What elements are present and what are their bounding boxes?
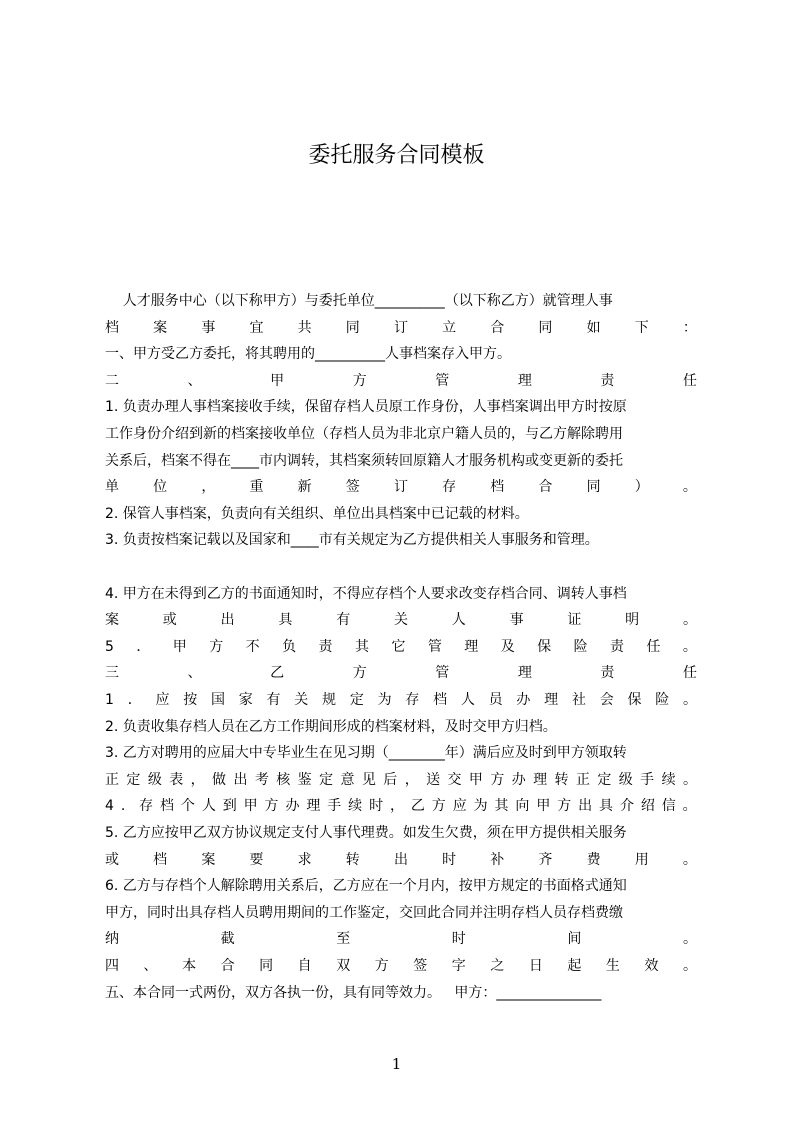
- line-char: 、: [187, 665, 202, 682]
- line-char: 办: [516, 692, 531, 708]
- line-char: 。: [682, 638, 697, 655]
- line-char: 出: [578, 798, 593, 815]
- line-char: 用: [634, 851, 649, 868]
- line-char: 时: [369, 798, 384, 815]
- body-line: [105, 634, 697, 660]
- line-char: 同: [586, 479, 601, 496]
- line-char: 三: [105, 665, 119, 682]
- line-char: 案: [153, 319, 168, 336]
- line-char: 、: [187, 372, 202, 389]
- line-char: 甲: [536, 798, 551, 815]
- line-char: 档: [153, 851, 168, 868]
- line-char: 保: [627, 692, 642, 708]
- line-char: 明: [625, 612, 640, 629]
- line-char: 送: [426, 771, 441, 788]
- line-char: 共: [297, 319, 312, 336]
- line-char: 转: [554, 771, 569, 788]
- line-char: 为: [473, 798, 488, 815]
- line-char: 管: [435, 665, 450, 682]
- line-char: ．: [127, 692, 142, 708]
- line-char: 理: [533, 771, 548, 788]
- line-char: 日: [528, 958, 543, 974]
- line-char: 国: [210, 692, 225, 708]
- body-line: [105, 687, 697, 713]
- body-line: [105, 660, 697, 686]
- line-char: 方: [352, 665, 367, 682]
- line-char: 鉴: [297, 771, 312, 788]
- line-char: 至: [336, 931, 351, 948]
- line-char: 具: [599, 798, 614, 815]
- line-char: 办: [285, 798, 300, 815]
- line-char: 家: [238, 692, 253, 708]
- line-char: ，: [201, 479, 216, 496]
- line-char: 。: [682, 479, 697, 496]
- line-char: 关: [294, 692, 309, 708]
- body-line: [105, 953, 697, 979]
- body-line: 4. 甲方在未得到乙方的书面通知时，不得应存档个人要求改变存档合同、调转人事档: [105, 585, 627, 602]
- line-char: 险: [573, 638, 588, 655]
- line-char: 险: [655, 692, 670, 708]
- line-char: 立: [442, 319, 457, 336]
- line-char: 存: [139, 798, 154, 815]
- line-char: 档: [433, 692, 448, 708]
- line-char: 办: [511, 771, 526, 788]
- line-char: 责: [318, 638, 333, 655]
- line-char: 重: [249, 479, 264, 496]
- body-line: [105, 474, 697, 500]
- body-line: 2. 保管人事档案，负责向有关组织、单位出具档案中已记载的材料。: [105, 505, 529, 522]
- line-char: 出: [233, 771, 248, 788]
- document-title: 委托服务合同模板: [308, 143, 485, 168]
- line-char: 档: [105, 319, 119, 336]
- body-line: 1. 负责办理人事档案接收手续，保留存档人员原工作身份，人事档案调出甲方时按原: [105, 399, 627, 416]
- line-char: 方: [374, 958, 389, 974]
- line-char: 双: [336, 958, 351, 974]
- line-char: 向: [515, 798, 530, 815]
- line-char: 档: [160, 798, 174, 815]
- body-line: 工作身份介绍到新的档案接收单位（存档人员为非北京户籍人员的，与乙方解除聘用: [105, 426, 623, 442]
- line-char: 甲: [243, 798, 258, 815]
- body-line: 2. 负责收集存档人员在乙方工作期间形成的档案材料，及时交甲方归档。: [105, 718, 557, 735]
- line-char: 同: [259, 958, 274, 974]
- line-char: 管: [435, 372, 450, 389]
- line-char: 事: [509, 612, 524, 629]
- line-char: 存: [405, 692, 420, 708]
- line-char: 人: [201, 798, 216, 815]
- line-char: 齐: [538, 851, 553, 868]
- line-char: 二: [105, 372, 119, 389]
- body-line: 人才服务中心（以下称甲方）与委托单位__________（以下称乙方）就管理人事: [105, 293, 613, 309]
- line-char: 有: [336, 612, 351, 629]
- body-line: [105, 847, 697, 873]
- line-char: 理: [306, 798, 321, 815]
- line-char: 人: [460, 692, 475, 708]
- line-char: 理: [517, 372, 532, 389]
- line-char: ，: [190, 771, 205, 788]
- line-char: 事: [201, 319, 216, 336]
- body-line: [105, 926, 697, 952]
- line-char: 定: [349, 692, 364, 708]
- line-char: 生: [605, 958, 620, 974]
- line-char: 手: [640, 771, 655, 788]
- line-char: 。: [682, 958, 697, 974]
- line-char: 信: [661, 798, 676, 815]
- line-char: 1: [105, 692, 114, 708]
- line-char: 甲: [270, 372, 285, 389]
- line-char: 核: [276, 771, 291, 788]
- line-char: 为: [377, 692, 392, 708]
- line-char: 出: [393, 851, 408, 868]
- line-char: 定: [126, 771, 141, 788]
- line-char: 理: [464, 638, 479, 655]
- line-char: 方: [209, 638, 224, 655]
- line-char: ，: [404, 771, 419, 788]
- line-char: 到: [222, 798, 237, 815]
- line-char: 4: [105, 798, 114, 815]
- line-char: 甲: [468, 771, 483, 788]
- body-line: 3. 负责按档案记载以及国家和____市有关规定为乙方提供相关人事服务和管理。: [105, 532, 599, 549]
- line-char: 任: [646, 638, 661, 655]
- line-char: 合: [220, 958, 235, 974]
- line-char: 后: [383, 771, 398, 788]
- line-char: 、: [143, 958, 158, 974]
- line-char: 乙: [270, 665, 285, 682]
- line-char: 。: [682, 851, 697, 868]
- line-char: 效: [644, 958, 659, 974]
- line-char: 自: [297, 958, 312, 974]
- line-char: 如: [586, 319, 601, 336]
- body-line: 五、本合同一式两份，双方各执一份，具有同等效力。 甲方：_______________: [105, 984, 602, 1001]
- line-char: 证: [567, 612, 582, 629]
- body-line: [105, 368, 697, 394]
- line-char: 下: [634, 319, 649, 336]
- line-char: 时: [451, 931, 466, 948]
- line-char: 表: [169, 771, 184, 788]
- line-char: 应: [155, 692, 170, 708]
- line-char: 起: [567, 958, 582, 974]
- line-char: 责: [600, 665, 615, 682]
- line-char: 订: [393, 319, 408, 336]
- line-char: 方: [490, 771, 505, 788]
- body-line: [105, 793, 697, 819]
- body-line: [105, 767, 697, 793]
- line-char: 截: [220, 931, 235, 948]
- line-char: 定: [319, 771, 334, 788]
- line-char: 。: [682, 931, 697, 948]
- line-char: 考: [254, 771, 269, 788]
- line-char: 会: [599, 692, 614, 708]
- line-char: 补: [490, 851, 505, 868]
- line-char: 方: [557, 798, 572, 815]
- line-char: 员: [488, 692, 503, 708]
- line-char: 同: [538, 319, 553, 336]
- line-char: 订: [393, 479, 408, 496]
- line-char: 级: [618, 771, 633, 788]
- body-line: 关系后，档案不得在____市内调转，其档案须转回原籍人才服务机构或变更新的委托: [105, 452, 623, 469]
- line-char: 保: [537, 638, 552, 655]
- line-char: 理: [544, 692, 559, 708]
- line-char: 它: [391, 638, 406, 655]
- page-number: 1: [391, 1055, 402, 1073]
- line-char: 具: [278, 612, 293, 629]
- line-char: 社: [571, 692, 586, 708]
- line-char: 案: [105, 612, 119, 629]
- line-char: 转: [345, 851, 360, 868]
- line-char: 交: [447, 771, 462, 788]
- line-char: 其: [494, 798, 509, 815]
- line-char: 位: [153, 479, 168, 496]
- line-char: 介: [619, 798, 634, 815]
- line-char: ．: [136, 638, 151, 655]
- body-line: [105, 315, 697, 341]
- line-char: 关: [393, 612, 408, 629]
- line-char: 见: [361, 771, 376, 788]
- line-char: 续: [348, 798, 363, 815]
- body-line: 3. 乙方对聘用的应届大中专毕业生在见习期（________年）满后应及时到甲方领取转: [105, 745, 627, 762]
- line-char: 。: [682, 771, 697, 788]
- line-char: 人: [451, 612, 466, 629]
- line-char: 签: [413, 958, 428, 974]
- line-char: 负: [282, 638, 297, 655]
- line-char: 应: [452, 798, 467, 815]
- line-char: 。: [682, 612, 697, 629]
- line-char: 本: [182, 958, 197, 974]
- line-char: 手: [327, 798, 342, 815]
- line-char: 意: [340, 771, 355, 788]
- line-char: 续: [661, 771, 676, 788]
- line-char: 单: [105, 479, 119, 496]
- line-char: 按: [183, 692, 198, 708]
- line-char: 责: [610, 638, 625, 655]
- line-char: 理: [517, 665, 532, 682]
- line-char: 。: [682, 798, 697, 815]
- line-char: 规: [322, 692, 337, 708]
- line-char: 方: [352, 372, 367, 389]
- line-char: 甲: [172, 638, 187, 655]
- line-char: 费: [586, 851, 601, 868]
- line-char: 或: [105, 851, 119, 868]
- line-char: 正: [575, 771, 590, 788]
- line-char: 求: [297, 851, 312, 868]
- line-char: 方: [431, 798, 446, 815]
- line-char: 方: [264, 798, 279, 815]
- line-char: 5: [105, 638, 114, 655]
- line-char: 宜: [249, 319, 264, 336]
- line-char: 四: [105, 958, 119, 974]
- line-char: 纳: [105, 931, 119, 948]
- line-char: 新: [297, 479, 312, 496]
- line-char: 管: [427, 638, 442, 655]
- line-char: ：: [682, 319, 697, 336]
- line-char: 做: [212, 771, 227, 788]
- line-char: 任: [682, 372, 697, 389]
- line-char: 及: [500, 638, 515, 655]
- line-char: ）: [634, 479, 649, 496]
- line-char: ，: [389, 798, 404, 815]
- line-char: 级: [147, 771, 162, 788]
- line-char: 合: [538, 479, 553, 496]
- line-char: 签: [345, 479, 360, 496]
- body-line: 一、甲方受乙方委托，将其聘用的__________人事档案存入甲方。: [105, 346, 511, 363]
- line-char: 或: [162, 612, 177, 629]
- line-char: .: [120, 798, 126, 815]
- line-char: 任: [682, 665, 697, 682]
- line-char: 要: [249, 851, 264, 868]
- blank-line: [105, 554, 697, 580]
- line-char: 同: [345, 319, 360, 336]
- line-char: 有: [266, 692, 281, 708]
- line-char: 乙: [410, 798, 425, 815]
- line-char: 案: [201, 851, 216, 868]
- body-line: 5. 乙方应按甲乙双方协议规定支付人事代理费。如发生欠费，须在甲方提供相关服务: [105, 825, 627, 841]
- body-line: [105, 607, 697, 633]
- line-char: 个: [180, 798, 195, 815]
- line-char: 。: [683, 692, 697, 708]
- line-char: 间: [567, 931, 582, 948]
- line-char: 时: [442, 851, 457, 868]
- line-char: 绍: [640, 798, 655, 815]
- line-char: 定: [597, 771, 612, 788]
- line-char: 之: [490, 958, 505, 974]
- body-line: 甲方，同时出具存档人员聘用期间的工作鉴定，交回此合同并注明存档人员存档费缴: [105, 904, 623, 921]
- line-char: 出: [220, 612, 235, 629]
- body-line: 6. 乙方与存档个人解除聘用关系后，乙方应在一个月内，按甲方规定的书面格式通知: [105, 878, 627, 895]
- line-char: 其: [354, 638, 369, 655]
- line-char: 字: [451, 958, 466, 974]
- line-char: 合: [490, 319, 505, 336]
- line-char: 不: [245, 638, 260, 655]
- line-char: 存: [442, 479, 457, 496]
- line-char: 档: [490, 479, 505, 496]
- line-char: 正: [105, 771, 119, 788]
- line-char: 责: [600, 372, 615, 389]
